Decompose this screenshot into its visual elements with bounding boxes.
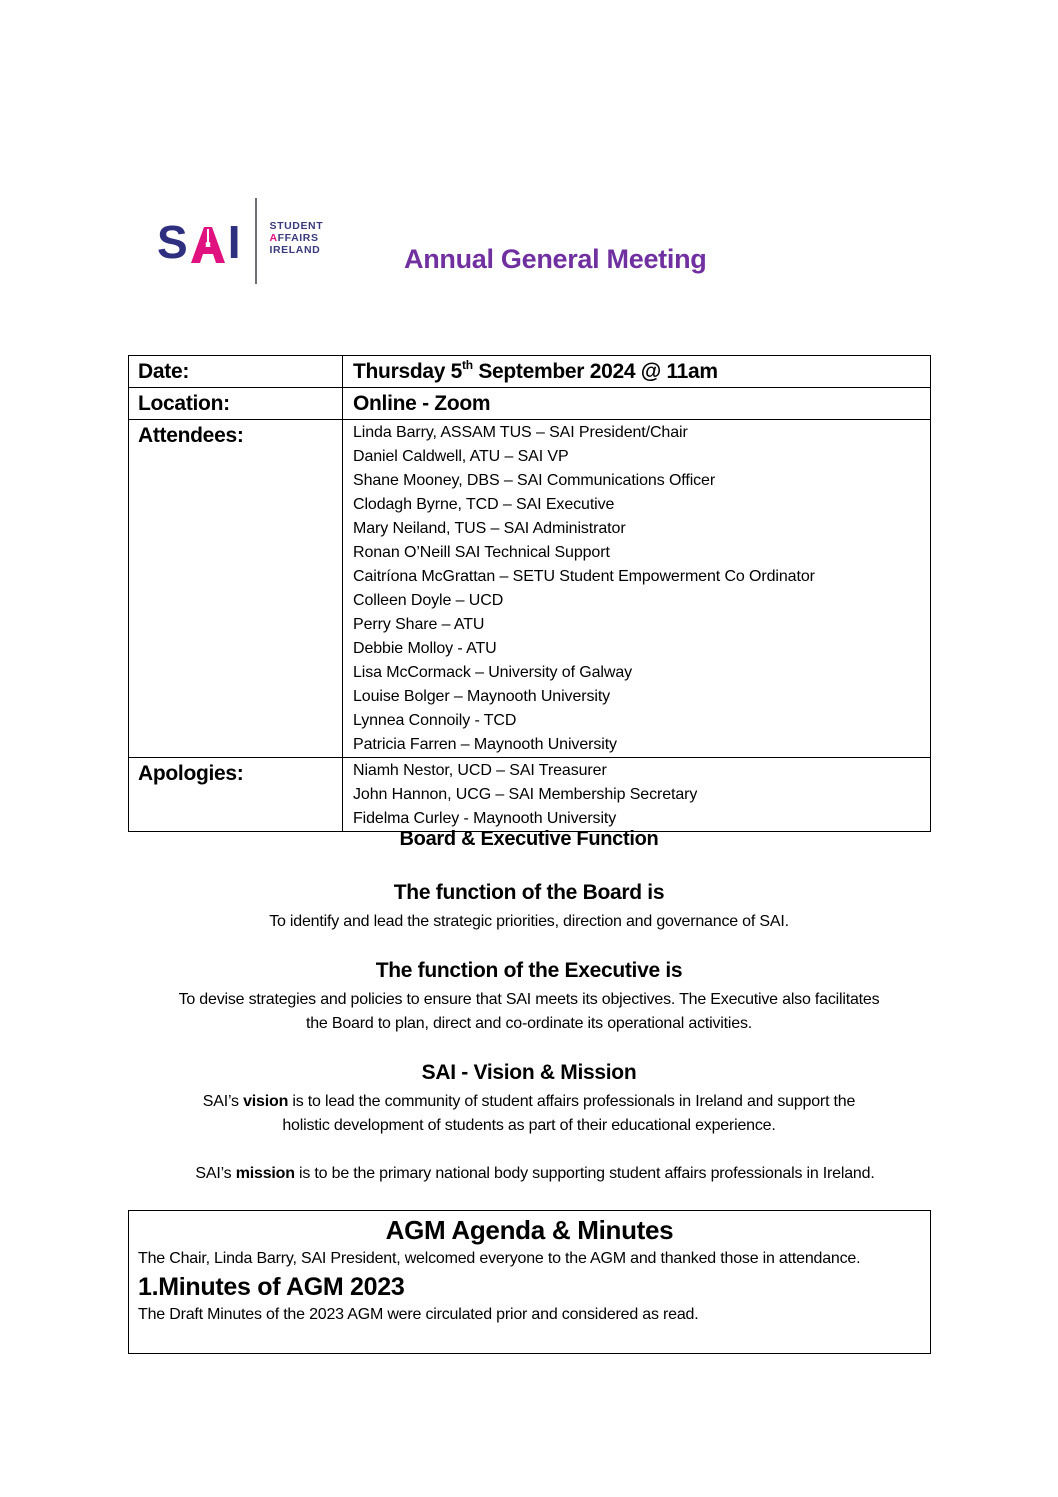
board-function-text: To identify and lead the strategic priorities, direction and governance of SAI. xyxy=(269,913,789,930)
list-item: John Hannon, UCG – SAI Membership Secretary xyxy=(353,786,698,803)
attendees-list xyxy=(353,420,930,757)
apologies-label: Apologies: xyxy=(129,758,343,832)
logo-line-1: STUDENT xyxy=(269,220,324,232)
attendees-row xyxy=(129,420,931,758)
apologies-row xyxy=(129,758,931,832)
logo-line-3: IRELAND xyxy=(269,244,321,256)
functions-heading: Board & Executive Function xyxy=(399,828,659,850)
list-item: Linda Barry, ASSAM TUS – SAI President/Chair xyxy=(353,424,688,441)
agenda-intro: The Chair, Linda Barry, SAI President, welcomed everyone to the AGM and thanked those in attendance. xyxy=(138,1250,861,1267)
list-item: Clodagh Byrne, TCD – SAI Executive xyxy=(353,496,615,513)
list-item: Shane Mooney, DBS – SAI Communications Officer xyxy=(353,472,716,489)
sai-logo xyxy=(157,198,323,284)
exec-function-heading: The function of the Executive is xyxy=(375,959,683,982)
list-item: Louise Bolger – Maynooth University xyxy=(353,688,611,705)
list-item: Mary Neiland, TUS – SAI Administrator xyxy=(353,520,626,537)
logo-mark xyxy=(157,216,242,268)
vision-text: SAI’s vision is to lead the community of student affairs professionals in Ireland and support the holistic development of students as part of their educational experience. xyxy=(202,1093,856,1134)
list-item: Daniel Caldwell, ATU – SAI VP xyxy=(353,448,569,465)
vision-mission-heading: SAI - Vision & Mission xyxy=(421,1061,637,1084)
apologies-list xyxy=(353,758,930,831)
logo-wordmark xyxy=(269,220,323,256)
board-function-heading: The function of the Board is xyxy=(393,881,665,904)
agenda-title: AGM Agenda & Minutes xyxy=(385,1215,674,1245)
list-item: Ronan O’Neill SAI Technical Support xyxy=(353,544,610,561)
agenda-box xyxy=(128,1210,931,1354)
list-item: Patricia Farren – Maynooth University xyxy=(353,736,617,753)
agenda-item-1-heading: 1.Minutes of AGM 2023 xyxy=(138,1273,405,1301)
date-value: Thursday 5th September 2024 @ 11am xyxy=(343,356,931,388)
meeting-info-table xyxy=(128,355,931,832)
logo-a-icon xyxy=(191,224,225,260)
location-row xyxy=(129,388,931,420)
list-item: Colleen Doyle – UCD xyxy=(353,592,504,609)
list-item: Fidelma Curley - Maynooth University xyxy=(353,810,617,827)
list-item: Niamh Nestor, UCD – SAI Treasurer xyxy=(353,762,607,779)
logo-line-2: AFFAIRS xyxy=(269,232,319,244)
agenda-item-1-text: The Draft Minutes of the 2023 AGM were circulated prior and considered as read. xyxy=(138,1306,699,1323)
list-item: Caitríona McGrattan – SETU Student Empowerment Co Ordinator xyxy=(353,568,815,585)
mission-text: SAI’s mission is to be the primary national body supporting student affairs professionals in Ireland. xyxy=(195,1165,875,1182)
list-item: Debbie Molloy - ATU xyxy=(353,640,497,657)
location-value: Online - Zoom xyxy=(343,388,931,420)
location-label: Location: xyxy=(129,388,343,420)
list-item: Perry Share – ATU xyxy=(353,616,485,633)
date-row xyxy=(129,356,931,388)
attendees-label: Attendees: xyxy=(129,420,343,758)
list-item: Lisa McCormack – University of Galway xyxy=(353,664,633,681)
list-item: Lynnea Connoily - TCD xyxy=(353,712,517,729)
date-label: Date: xyxy=(129,356,343,388)
logo-letter-s: S xyxy=(157,216,189,268)
logo-divider xyxy=(255,198,257,284)
page-title: Annual General Meeting xyxy=(404,244,707,274)
logo-letter-i: I xyxy=(227,216,242,268)
exec-function-text: To devise strategies and policies to ensure that SAI meets its objectives. The Executive also facilitates the Board to plan, direct and co-ordinate its operational activities. xyxy=(178,991,880,1032)
